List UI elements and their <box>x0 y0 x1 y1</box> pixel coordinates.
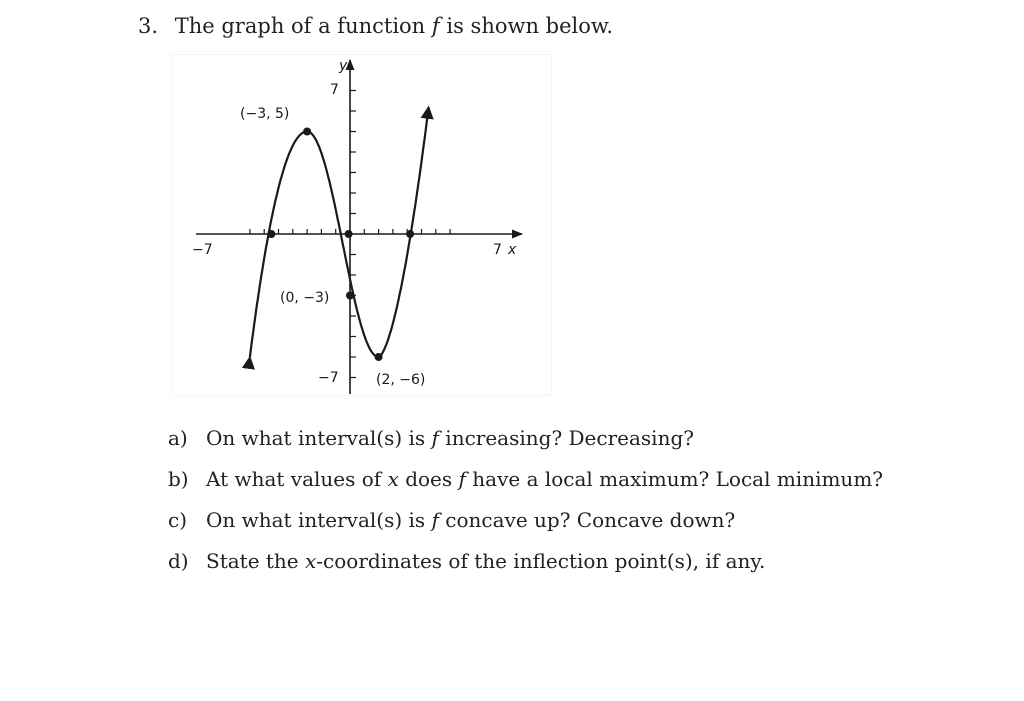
graph-frame <box>172 54 552 396</box>
problem-statement <box>138 14 613 38</box>
question-text-part: At what values of <box>206 467 388 491</box>
labeled-point <box>346 292 354 300</box>
question-text-part: have a local maximum? Local minimum? <box>465 467 884 491</box>
question-math-var: x <box>305 549 317 573</box>
question-letter: c) <box>168 508 188 532</box>
x-left-tick-label: −7 <box>192 242 213 258</box>
x-right-tick-label: 7 <box>493 242 502 258</box>
point-label-local-max: (−3, 5) <box>240 106 290 122</box>
graph-svg <box>172 54 552 396</box>
x-intercept-point <box>406 230 414 238</box>
problem-text-after: is shown below. <box>446 14 614 38</box>
question-math-var: f <box>431 508 439 532</box>
labeled-point <box>375 353 383 361</box>
question-letter: d) <box>168 549 189 573</box>
function-graph <box>172 54 552 396</box>
question-text-part: increasing? Decreasing? <box>438 426 694 450</box>
problem-number: 3. <box>138 14 159 38</box>
question-letter: a) <box>168 426 188 450</box>
point-label-local-min: (2, −6) <box>376 372 426 388</box>
question-math-var: x <box>387 467 399 491</box>
x-intercept-point <box>345 230 353 238</box>
function-name: f <box>431 14 440 38</box>
problem-text-before: The graph of a function <box>174 14 426 38</box>
question-letter: b) <box>168 467 189 491</box>
x-axis-label: x <box>508 242 517 258</box>
point-label-y-intercept: (0, −3) <box>280 290 330 306</box>
y-bottom-tick-label: −7 <box>318 370 339 386</box>
question-text <box>206 508 735 532</box>
question-text <box>206 467 883 491</box>
x-intercept-point <box>267 230 275 238</box>
question-text <box>206 426 694 450</box>
question-text-part: does <box>398 467 459 491</box>
question-text-part: State the <box>206 549 306 573</box>
y-top-tick-label: 7 <box>330 82 339 98</box>
question-text-part: concave up? Concave down? <box>438 508 736 532</box>
question-math-var: f <box>458 467 466 491</box>
question-math-var: f <box>431 426 439 450</box>
y-axis-label: y <box>339 58 348 74</box>
question-text-part: -coordinates of the inflection point(s), if any. <box>316 549 766 573</box>
question-text-part: On what interval(s) is <box>206 426 432 450</box>
labeled-point <box>303 128 311 136</box>
question-text-part: On what interval(s) is <box>206 508 432 532</box>
question-text <box>206 549 765 573</box>
